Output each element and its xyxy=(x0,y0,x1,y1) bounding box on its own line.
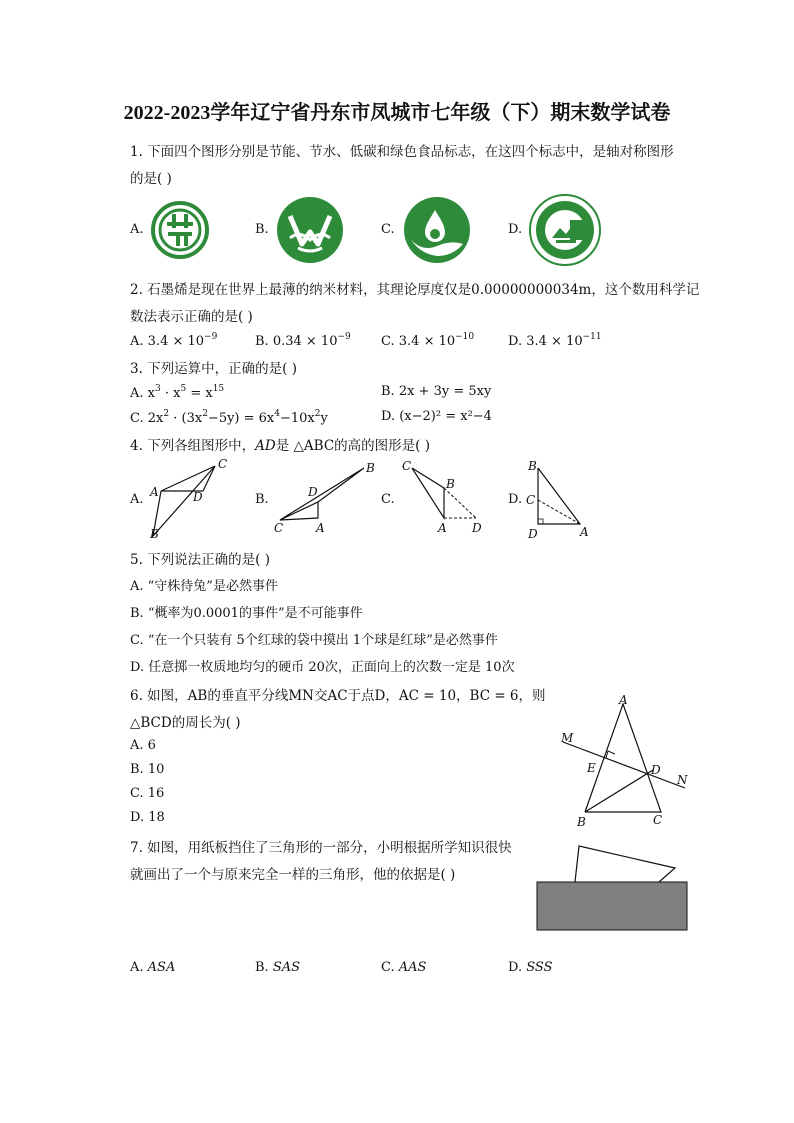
q1-option-d-label: D. xyxy=(508,222,523,237)
cardboard-cover xyxy=(537,882,687,930)
svg-text:C: C xyxy=(274,521,284,535)
q6-option-b: B. 10 xyxy=(130,762,165,777)
low-carbon-logo-icon xyxy=(403,196,471,264)
green-food-logo-icon xyxy=(528,194,602,266)
svg-text:D: D xyxy=(308,485,318,499)
q4-option-c-label: C. xyxy=(381,492,395,507)
q5-stem: 5. 下列说法正确的是( ) xyxy=(130,552,270,568)
q5-option-c: C. “在一个只装有 5个红球的袋中摸出 1个球是红球”是必然事件 xyxy=(130,633,498,648)
svg-text:C: C xyxy=(218,457,228,471)
svg-text:A: A xyxy=(150,485,159,499)
q4-figure-d xyxy=(522,456,602,542)
q3-stem: 3. 下列运算中，正确的是( ) xyxy=(130,361,297,377)
q7-stem-line2: 就画出了一个与原来完全一样的三角形，他的依据是( ) xyxy=(130,867,456,883)
q4-option-d-label: D. xyxy=(508,492,523,507)
q3-option-a: A. $x^3 \cdot x^5 = x^{15}$ xyxy=(130,384,225,401)
svg-text:M: M xyxy=(561,731,574,745)
svg-text:C: C xyxy=(653,813,663,827)
q6-option-c: C. 16 xyxy=(130,786,165,801)
q3-option-d: D. (x−2)² = x²−4 xyxy=(381,409,492,424)
q5-option-a: A. “守株待兔”是必然事件 xyxy=(130,579,278,594)
svg-text:D: D xyxy=(651,763,661,777)
svg-text:E: E xyxy=(587,761,596,775)
q6-stem-line1: 6. 如图，AB的垂直平分线MN交AC于点D，AC = 10，BC = 6，则 xyxy=(130,688,546,704)
q1-stem-line2: 的是( ) xyxy=(130,171,172,187)
q4-figure-b xyxy=(270,460,380,536)
water-saving-logo-icon xyxy=(276,196,344,264)
q4-option-a-label: A. xyxy=(130,492,144,507)
q2-stem-line1: 2. 石墨烯是现在世界上最薄的纳米材料，其理论厚度仅是0.00000000034m，这个数用科学记 xyxy=(130,282,700,298)
q1-option-a-label: A. xyxy=(130,222,144,237)
svg-text:C: C xyxy=(402,459,412,473)
svg-text:B: B xyxy=(446,477,455,491)
svg-text:A: A xyxy=(438,521,447,535)
q5-option-b: B. “概率为0.0001的事件”是不可能事件 xyxy=(130,606,363,621)
q2-stem-line2: 数法表示正确的是( ) xyxy=(130,309,253,325)
q4-option-b-label: B. xyxy=(255,492,269,507)
svg-text:B: B xyxy=(150,527,159,541)
q7-option-b: B. SAS xyxy=(255,960,301,975)
page-title: 2022-2023学年辽宁省丹东市凤城市七年级（下）期末数学试卷 xyxy=(123,102,671,124)
q1-stem-line1: 1. 下面四个图形分别是节能、节水、低碳和绿色食品标志，在这四个标志中，是轴对称图形 xyxy=(130,144,674,160)
svg-text:C: C xyxy=(526,493,536,507)
q6-stem-line2: △BCD的周长为( ) xyxy=(130,715,241,731)
q3-option-c: C. $2x^2 \cdot (3x^2-5y) = 6x^4-10x^2y$ xyxy=(130,409,328,426)
q6-triangle-figure xyxy=(555,690,695,830)
q6-option-d: D. 18 xyxy=(130,810,165,825)
q1-option-b-label: B. xyxy=(255,222,269,237)
svg-text:D: D xyxy=(193,490,203,504)
q2-option-b: B. $0.34 \times 10^{-9}$ xyxy=(255,332,351,349)
q7-option-c: C. AAS xyxy=(381,960,427,975)
svg-text:A: A xyxy=(619,693,628,707)
svg-text:A: A xyxy=(580,525,589,539)
svg-text:B: B xyxy=(528,459,537,473)
svg-text:N: N xyxy=(677,773,688,787)
q4-figure-a xyxy=(145,456,235,542)
q5-option-d: D. 任意掷一枚质地均匀的硬币 20次，正面向上的次数一定是 10次 xyxy=(130,660,515,675)
q6-option-a: A. 6 xyxy=(130,738,156,753)
q2-option-c: C. $3.4 \times 10^{-10}$ xyxy=(381,332,475,349)
q7-stem-line1: 7. 如图，用纸板挡住了三角形的一部分，小明根据所学知识很快 xyxy=(130,840,512,856)
q2-option-d: D. $3.4 \times 10^{-11}$ xyxy=(508,332,602,349)
q4-stem: 4. 下列各组图形中，AD是 △ABC的高的图形是( ) xyxy=(130,438,430,454)
q4-figure-c xyxy=(396,458,496,542)
energy-saving-logo-icon xyxy=(150,200,210,260)
q1-option-c-label: C. xyxy=(381,222,395,237)
q7-option-a: A. ASA xyxy=(130,960,176,975)
svg-text:B: B xyxy=(577,815,586,829)
q7-covered-triangle-figure xyxy=(535,838,693,936)
svg-text:D: D xyxy=(528,527,538,541)
q7-option-d: D. SSS xyxy=(508,960,553,975)
svg-text:D: D xyxy=(472,521,482,535)
svg-text:B: B xyxy=(366,461,375,475)
q3-option-b: B. 2x + 3y = 5xy xyxy=(381,384,492,399)
q2-option-a: A. $3.4 \times 10^{-9}$ xyxy=(130,332,218,349)
svg-text:A: A xyxy=(316,521,325,535)
